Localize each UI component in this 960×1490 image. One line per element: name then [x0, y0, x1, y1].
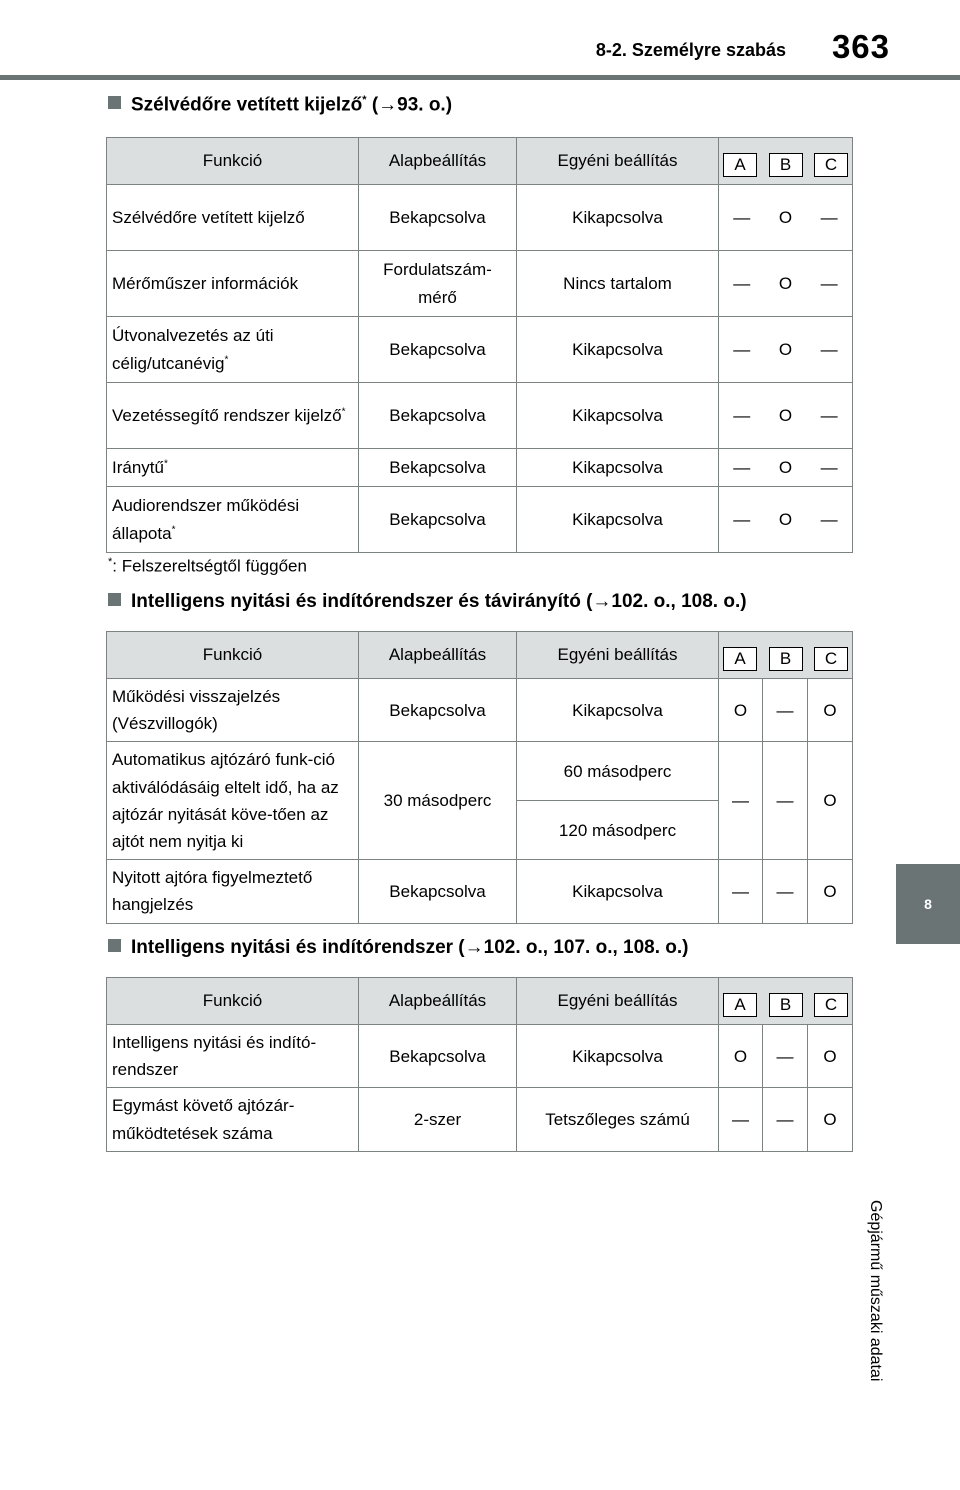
table-row: [107, 742, 853, 801]
col-header-c: C: [814, 647, 848, 671]
cell-funkcio: Egymást követő ajtózár-működtetések száma: [107, 1088, 359, 1151]
settings-table-2: [106, 631, 853, 924]
cell-b: —: [763, 1088, 808, 1151]
cell-alapbeallitas: Bekapcsolva: [359, 185, 517, 251]
col-header-b: B: [769, 647, 803, 671]
cell-b: —: [763, 860, 808, 923]
cell-b: —: [763, 742, 808, 860]
cell-abc: [719, 317, 853, 383]
col-header-egyeni: Egyéni beállítás: [517, 978, 719, 1025]
cell-abc: [719, 251, 853, 317]
col-header-egyeni: Egyéni beállítás: [517, 632, 719, 679]
cell-c: —: [820, 457, 838, 477]
cell-alapbeallitas: Bekapcsolva: [359, 449, 517, 487]
cell-egyeni-beallitas: Kikapcsolva: [517, 487, 719, 553]
col-header-funkcio: Funkció: [107, 978, 359, 1025]
cell-alapbeallitas: Bekapcsolva: [359, 860, 517, 923]
cell-b: O: [778, 339, 793, 359]
cell-funkcio: Nyitott ajtóra figyelmeztető hangjelzés: [107, 860, 359, 923]
table-row: [107, 860, 853, 923]
cell-abc: [719, 449, 853, 487]
cell-alapbeallitas: Bekapcsolva: [359, 679, 517, 742]
square-bullet-icon: [108, 96, 121, 109]
cell-funkcio: Működési visszajelzés (Vészvillogók): [107, 679, 359, 742]
cell-alapbeallitas: Bekapcsolva: [359, 1025, 517, 1088]
cell-egyeni-beallitas: 120 másodperc: [517, 801, 719, 860]
cell-c: O: [808, 742, 853, 860]
col-header-abc: [719, 632, 853, 679]
col-header-funkcio: Funkció: [107, 138, 359, 185]
cell-a: —: [733, 273, 751, 293]
cell-b: O: [778, 273, 793, 293]
cell-alapbeallitas: Fordulatszám-mérő: [359, 251, 517, 317]
cell-c: —: [820, 339, 838, 359]
table-header-row: [107, 138, 853, 185]
cell-c: —: [820, 405, 838, 425]
col-header-alap: Alapbeállítás: [359, 632, 517, 679]
page-number: 363: [831, 28, 890, 65]
cell-abc: [719, 383, 853, 449]
table-row: [107, 1025, 853, 1088]
cell-c: —: [820, 207, 838, 227]
table-row: [107, 449, 853, 487]
col-header-abc: [719, 978, 853, 1025]
cell-c: —: [820, 273, 838, 293]
cell-b: O: [778, 207, 793, 227]
section-title-2: Intelligens nyitási és indítórendszer és távirányító (→102. o., 108. o.): [108, 591, 747, 613]
table-row: [107, 383, 853, 449]
table-row: [107, 317, 853, 383]
cell-egyeni-beallitas: Nincs tartalom: [517, 251, 719, 317]
cell-funkcio: Szélvédőre vetített kijelző: [107, 185, 359, 251]
cell-alapbeallitas: Bekapcsolva: [359, 383, 517, 449]
square-bullet-icon: [108, 939, 121, 952]
col-header-abc: [719, 138, 853, 185]
col-header-alap: Alapbeállítás: [359, 978, 517, 1025]
footnote: *: Felszereltségtől függően: [108, 556, 307, 576]
col-header-a: A: [723, 647, 757, 671]
cell-egyeni-beallitas: Kikapcsolva: [517, 317, 719, 383]
table-row: [107, 679, 853, 742]
cell-b: O: [778, 509, 793, 529]
cell-c: O: [808, 679, 853, 742]
table-header-row: [107, 978, 853, 1025]
cell-egyeni-beallitas: Kikapcsolva: [517, 860, 719, 923]
cell-a: —: [733, 405, 751, 425]
cell-b: O: [778, 405, 793, 425]
cell-egyeni-beallitas: Kikapcsolva: [517, 383, 719, 449]
col-header-alap: Alapbeállítás: [359, 138, 517, 185]
cell-a: —: [719, 742, 763, 860]
cell-egyeni-beallitas: Kikapcsolva: [517, 449, 719, 487]
cell-c: O: [808, 860, 853, 923]
settings-table-1: [106, 137, 853, 553]
cell-a: —: [733, 339, 751, 359]
cell-funkcio: Iránytű*: [107, 449, 359, 487]
table-row: [107, 1088, 853, 1151]
cell-a: —: [719, 860, 763, 923]
cell-alapbeallitas: 2-szer: [359, 1088, 517, 1151]
cell-egyeni-beallitas: Kikapcsolva: [517, 1025, 719, 1088]
cell-abc: [719, 185, 853, 251]
cell-abc: [719, 487, 853, 553]
col-header-b: B: [769, 993, 803, 1017]
cell-c: —: [820, 509, 838, 529]
cell-a: —: [719, 1088, 763, 1151]
chapter-number: 8: [924, 896, 932, 912]
cell-b: O: [778, 457, 793, 477]
cell-funkcio: Mérőműszer információk: [107, 251, 359, 317]
running-header-section: 8-2. Személyre szabás: [595, 40, 786, 60]
col-header-b: B: [769, 153, 803, 177]
cell-alapbeallitas: 30 másodperc: [359, 742, 517, 860]
cell-egyeni-beallitas: Kikapcsolva: [517, 679, 719, 742]
cell-b: —: [763, 679, 808, 742]
cell-b: —: [763, 1025, 808, 1088]
header-rule: [0, 75, 960, 80]
cell-a: —: [733, 207, 751, 227]
cell-funkcio: Útvonalvezetés az úti célig/utcanévig*: [107, 317, 359, 383]
cell-c: O: [808, 1025, 853, 1088]
cell-funkcio: Vezetéssegítő rendszer kijelző*: [107, 383, 359, 449]
cell-a: —: [733, 457, 751, 477]
table-row: [107, 185, 853, 251]
cell-alapbeallitas: Bekapcsolva: [359, 317, 517, 383]
chapter-tab: [896, 864, 960, 944]
cell-funkcio: Intelligens nyitási és indító-rendszer: [107, 1025, 359, 1088]
cell-funkcio: Automatikus ajtózáró funk-ció aktiválódásáig eltelt idő, ha az ajtózár nyitását köve-tően az ajtót nem nyitja ki: [107, 742, 359, 860]
table-row: [107, 487, 853, 553]
table-row: [107, 251, 853, 317]
col-header-c: C: [814, 993, 848, 1017]
cell-egyeni-beallitas: 60 másodperc: [517, 742, 719, 801]
chapter-title: Gépjármű műszaki adatai: [867, 1200, 884, 1382]
square-bullet-icon: [108, 593, 121, 606]
cell-c: O: [808, 1088, 853, 1151]
cell-a: —: [733, 509, 751, 529]
section-title-3: Intelligens nyitási és indítórendszer (→102. o., 107. o., 108. o.): [108, 937, 689, 959]
table-header-row: [107, 632, 853, 679]
col-header-a: A: [723, 153, 757, 177]
col-header-a: A: [723, 993, 757, 1017]
col-header-c: C: [814, 153, 848, 177]
cell-egyeni-beallitas: Kikapcsolva: [517, 185, 719, 251]
col-header-egyeni: Egyéni beállítás: [517, 138, 719, 185]
settings-table-3: [106, 977, 853, 1152]
section-title-1: Szélvédőre vetített kijelző* (→93. o.): [108, 94, 452, 116]
cell-alapbeallitas: Bekapcsolva: [359, 487, 517, 553]
col-header-funkcio: Funkció: [107, 632, 359, 679]
cell-funkcio: Audiorendszer működési állapota*: [107, 487, 359, 553]
cell-egyeni-beallitas: Tetszőleges számú: [517, 1088, 719, 1151]
cell-a: O: [719, 679, 763, 742]
cell-a: O: [719, 1025, 763, 1088]
